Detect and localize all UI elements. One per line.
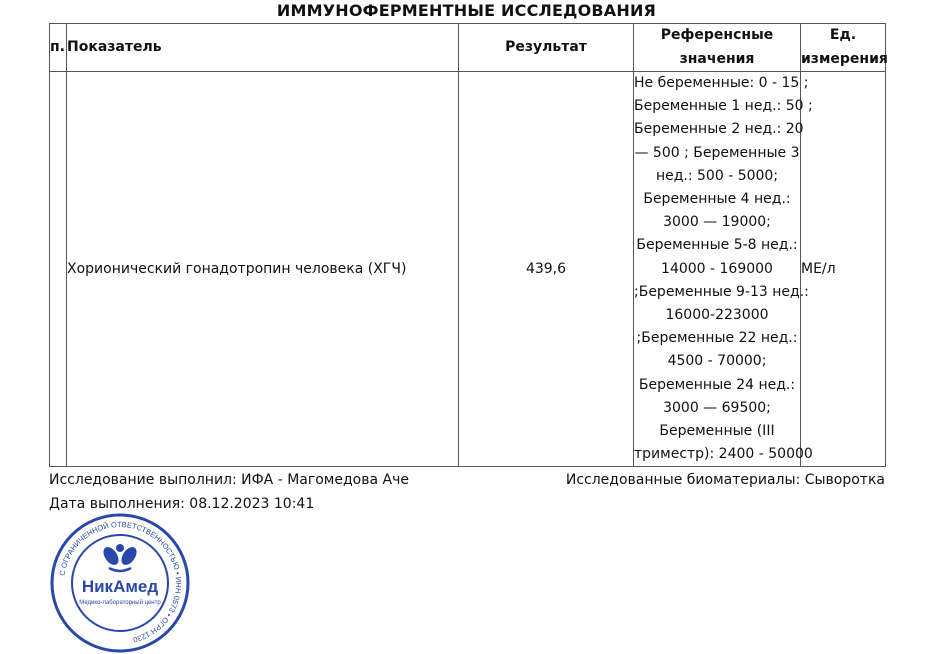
reference-line: Беременные 24 нед.: [638,376,796,393]
lab-stamp [49,512,191,654]
stamp-subtitle: Медико-лабораторный центр [79,600,161,606]
stamp-logo-icon [100,544,139,571]
reference-line: нед.: 500 - 5000; [655,167,779,184]
reference-line: Беременные 4 нед.: [643,191,791,208]
reference-line: ;Беременные 22 нед.: [636,330,798,347]
header-result: Результат [459,24,634,72]
reference-line: ;Беременные 9-13 нед.: [634,283,809,300]
results-table [49,23,886,467]
reference-line: 14000 - 169000 [661,260,773,277]
header-indicator: Показатель [67,24,459,72]
row-indicator: Хорионический гонадотропин человека (ХГЧ) [67,72,459,467]
table-row [50,72,886,467]
row-result: 439,6 [459,72,634,467]
reference-line: Беременные 5-8 нед.: [636,237,798,254]
row-reference-values [634,72,813,467]
header-reference-line1: Референсные [660,27,774,44]
header-reference [634,24,801,72]
reference-line: 4500 - 70000; [667,353,767,370]
reference-line: Беременные 1 нед.: 50 ; [634,98,813,115]
header-unit-line2: измерения [801,50,888,67]
reference-line: 3000 — 69500; [663,399,771,416]
header-reference-line2: значения [679,50,755,67]
reference-line: Беременные (III [659,423,775,440]
document-title: ИММУНОФЕРМЕНТНЫЕ ИССЛЕДОВАНИЯ [276,1,657,20]
stamp-ring-text: С ОГРАНИЧЕННОЙ ОТВЕТСТВЕННОСТЬЮ • ИНН 0573 • ОГРН 1230 [57,519,184,645]
reference-line: Не беременные: 0 - 15 ; [634,75,809,91]
header-unit-line1: Ед. [829,27,857,44]
header-unit [801,24,886,72]
reference-line: — 500 ; Беременные 3 [634,144,800,161]
table-header-row [50,24,886,72]
reference-line: 3000 — 19000; [663,214,771,231]
performed-by: Исследование выполнил: ИФА - Магомедова Аче [49,472,409,488]
reference-line: Беременные 2 нед.: 20 [634,121,804,138]
biomaterial: Исследованные биоматериалы: Сыворотка [565,472,885,488]
header-number: п. [50,24,67,72]
stamp-brand: НикАмед [81,577,159,596]
performed-date: Дата выполнения: 08.12.2023 10:41 [49,496,315,512]
row-unit: МЕ/л [801,72,886,467]
reference-line: триместр): 2400 - 50000 [634,446,813,463]
row-number [50,72,67,467]
reference-line: 16000-223000 [665,307,769,324]
